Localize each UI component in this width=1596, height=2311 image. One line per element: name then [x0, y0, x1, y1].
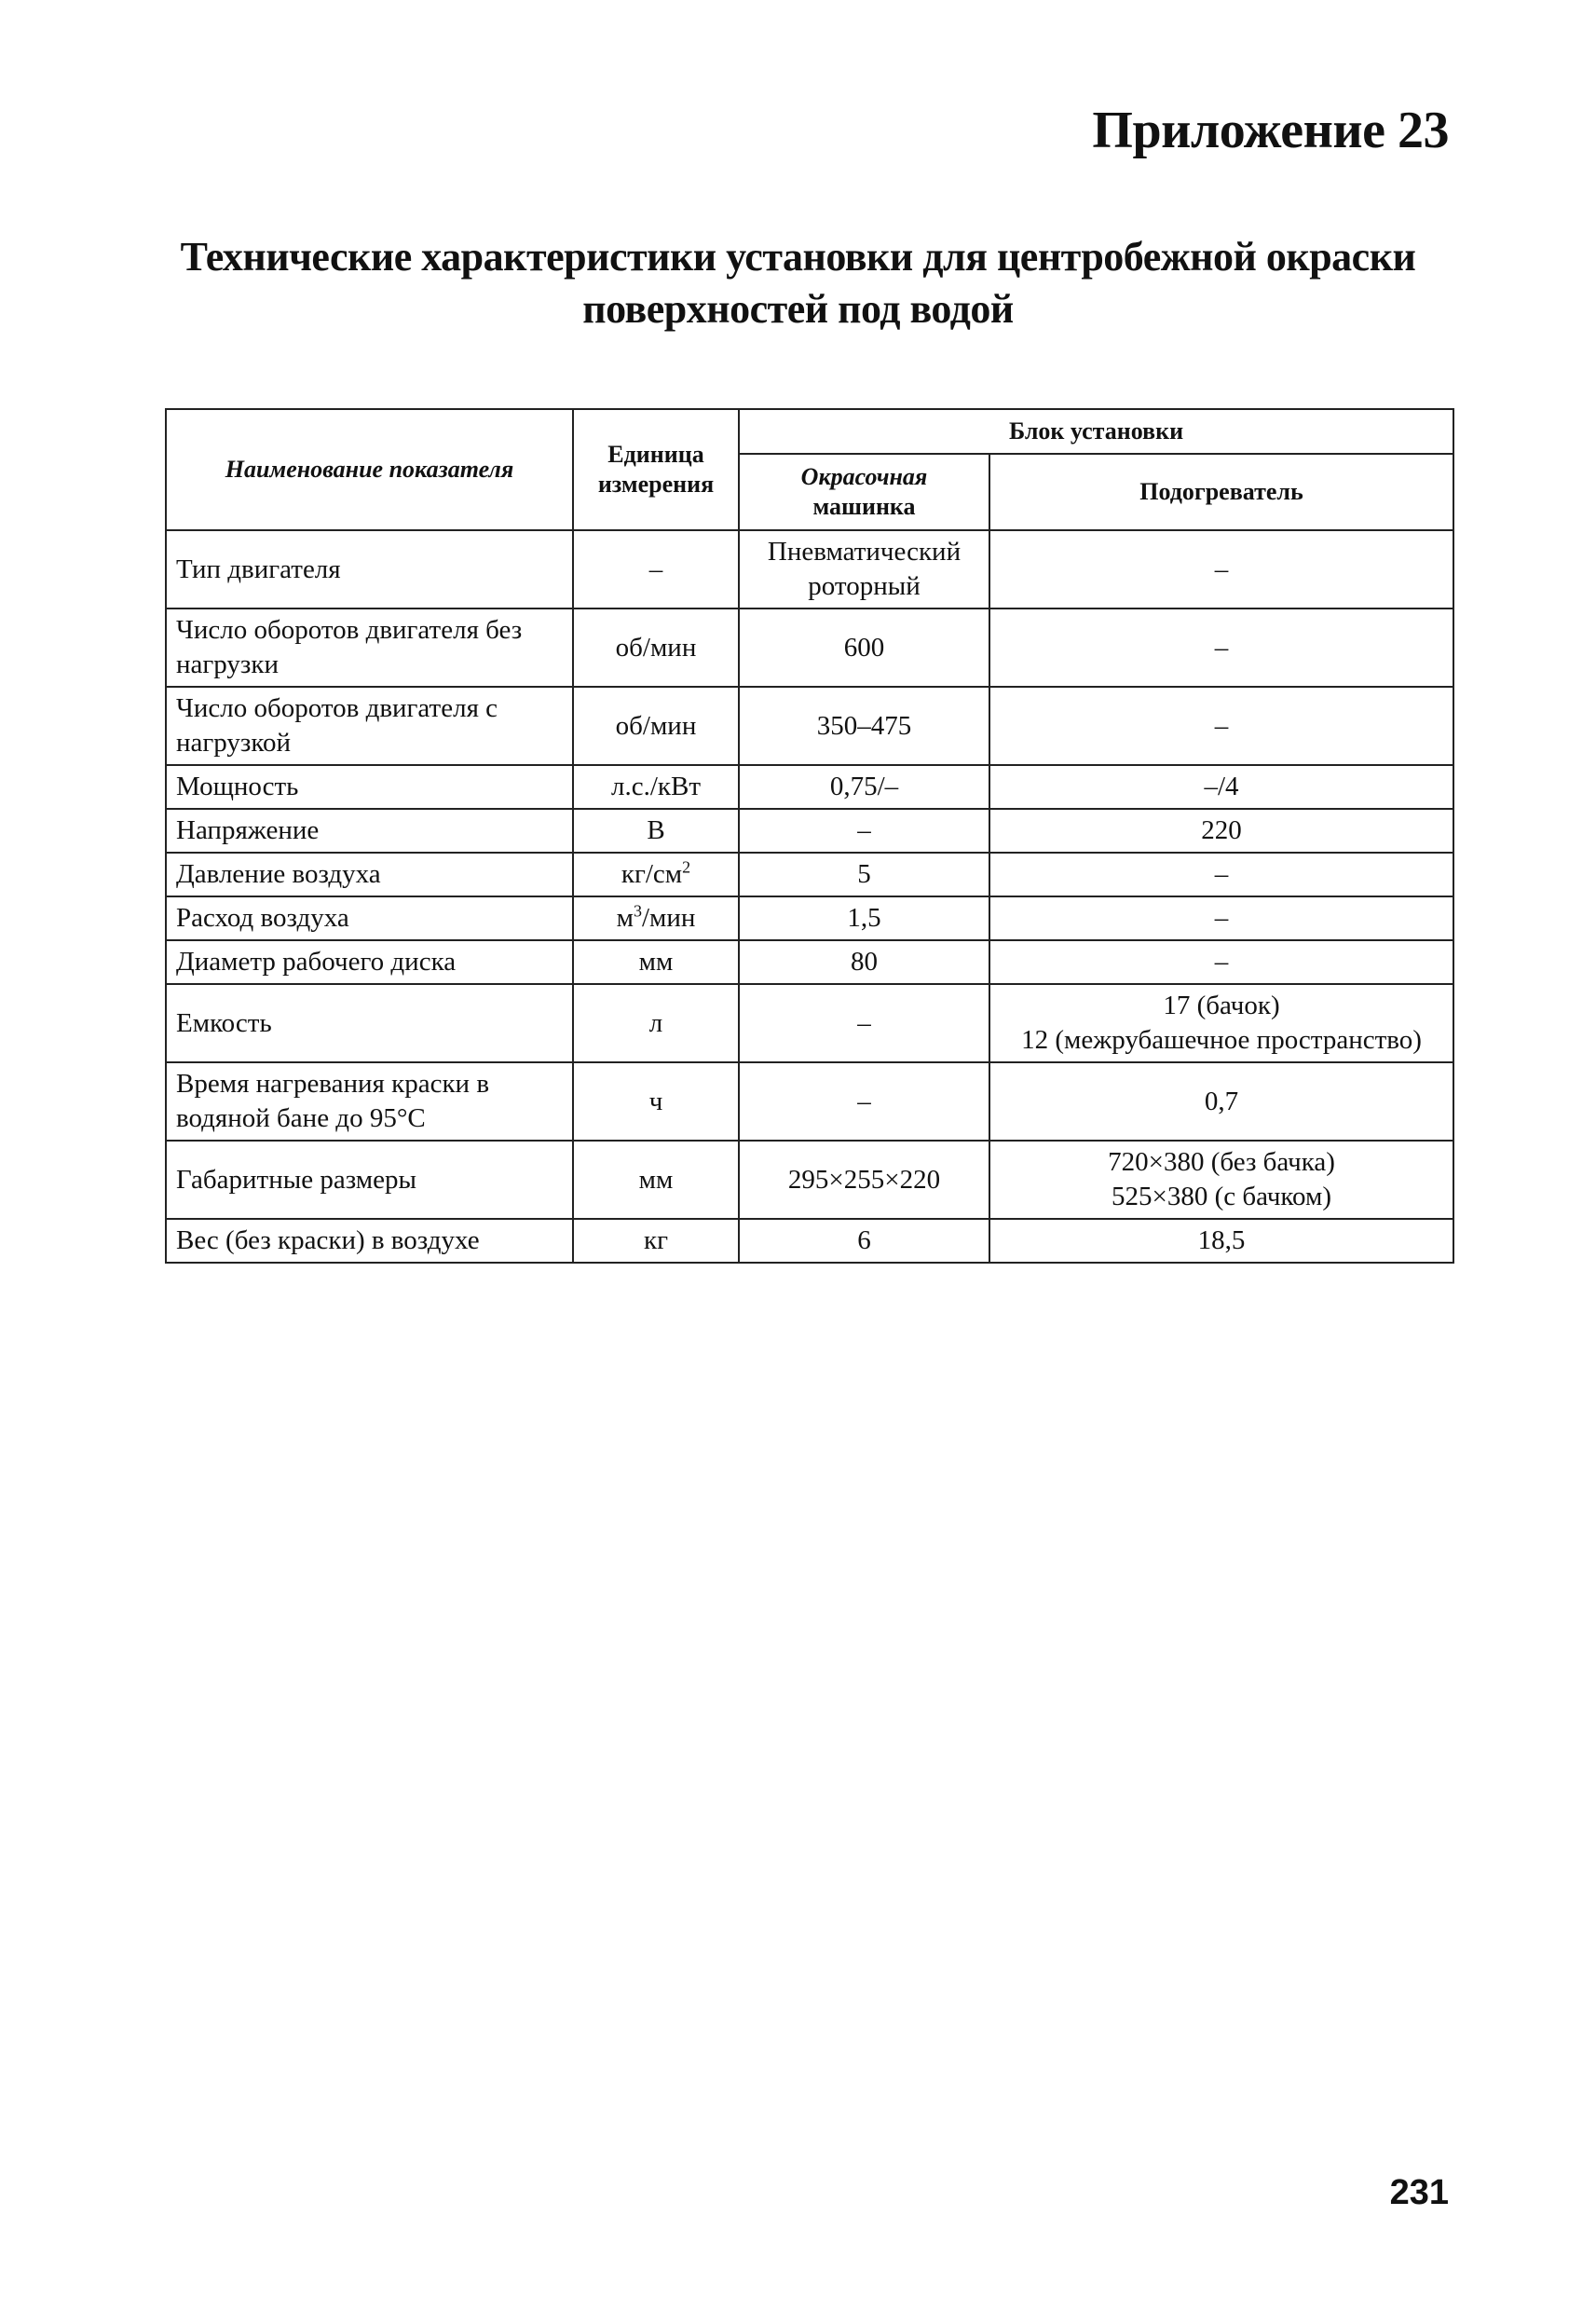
cell-name: Габаритные размеры — [166, 1141, 573, 1219]
cell-unit: мм — [573, 1141, 739, 1219]
cell-unit: мм — [573, 940, 739, 984]
unit-superscript: 2 — [682, 857, 691, 877]
cell-heater-line-2: 12 (межрубашечное пространство) — [1021, 1025, 1422, 1055]
cell-heater — [989, 984, 1453, 1062]
header-unit-line-2: измерения — [597, 471, 715, 498]
cell-name: Число оборотов двигателя без нагрузки — [166, 609, 573, 687]
cell-machine: Пневматический роторный — [739, 530, 989, 609]
cell-unit: – — [573, 530, 739, 609]
cell-unit: об/мин — [573, 687, 739, 765]
table-row — [166, 687, 1453, 765]
header-block: Блок установки — [739, 409, 1453, 454]
table-row — [166, 984, 1453, 1062]
cell-machine: – — [739, 1062, 989, 1141]
header-name: Наименование показателя — [166, 409, 573, 530]
header-machine-line-1: Окрасочная — [800, 463, 928, 490]
unit-superscript: 3 — [633, 901, 642, 921]
cell-name: Диаметр рабочего диска — [166, 940, 573, 984]
cell-machine: 350–475 — [739, 687, 989, 765]
cell-unit: л.с./кВт — [573, 765, 739, 809]
cell-machine: 5 — [739, 853, 989, 896]
cell-heater: 220 — [989, 809, 1453, 853]
cell-machine: 600 — [739, 609, 989, 687]
cell-heater: – — [989, 530, 1453, 609]
cell-heater: 0,7 — [989, 1062, 1453, 1141]
cell-unit: л — [573, 984, 739, 1062]
cell-heater-line-1: 17 (бачок) — [1163, 991, 1280, 1020]
table-row — [166, 896, 1453, 940]
cell-unit — [573, 853, 739, 896]
cell-unit: В — [573, 809, 739, 853]
cell-name: Мощность — [166, 765, 573, 809]
cell-name: Расход воздуха — [166, 896, 573, 940]
unit-base: кг/см — [621, 859, 683, 889]
header-machine — [739, 454, 989, 530]
cell-unit — [573, 896, 739, 940]
cell-name: Тип двигателя — [166, 530, 573, 609]
cell-name — [166, 1062, 573, 1141]
cell-machine: 6 — [739, 1219, 989, 1263]
title-line-2: поверхностей под водой — [582, 286, 1014, 332]
cell-unit: об/мин — [573, 609, 739, 687]
cell-unit: кг — [573, 1219, 739, 1263]
table-row — [166, 1141, 1453, 1219]
cell-name: Емкость — [166, 984, 573, 1062]
cell-machine: 295×255×220 — [739, 1141, 989, 1219]
cell-heater-line-1: 720×380 (без бачка) — [1108, 1147, 1335, 1177]
table-row — [166, 1062, 1453, 1141]
title-line-1: Технические характеристики установки для центробежной окраски — [180, 234, 1416, 280]
cell-name: Давление воздуха — [166, 853, 573, 896]
page-number: 231 — [1389, 2173, 1449, 2212]
table-row — [166, 809, 1453, 853]
cell-name: Вес (без краски) в воздухе — [166, 1219, 573, 1263]
header-machine-line-2: машинка — [812, 493, 916, 520]
cell-heater: –/4 — [989, 765, 1453, 809]
cell-heater: – — [989, 896, 1453, 940]
cell-heater: – — [989, 853, 1453, 896]
cell-machine: 80 — [739, 940, 989, 984]
page-title — [140, 231, 1456, 335]
table-row — [166, 940, 1453, 984]
cell-name-line-1: Время нагревания краски в — [176, 1069, 490, 1099]
table-row — [166, 765, 1453, 809]
cell-name-line-2: водяной бане до 95°С — [176, 1103, 426, 1133]
unit-base: м — [616, 903, 634, 933]
cell-machine: – — [739, 809, 989, 853]
spec-table — [165, 408, 1454, 1264]
cell-heater-line-2: 525×380 (с бачком) — [1112, 1182, 1332, 1211]
cell-heater — [989, 1141, 1453, 1219]
header-unit-line-1: Единица — [607, 441, 704, 468]
table-row — [166, 609, 1453, 687]
unit-tail: /мин — [641, 903, 696, 933]
appendix-heading: Приложение 23 — [1092, 102, 1449, 159]
cell-heater: – — [989, 609, 1453, 687]
cell-name: Число оборотов двигателя с нагрузкой — [166, 687, 573, 765]
cell-heater: 18,5 — [989, 1219, 1453, 1263]
table-row — [166, 530, 1453, 609]
cell-machine: 1,5 — [739, 896, 989, 940]
cell-machine: – — [739, 984, 989, 1062]
table-row — [166, 1219, 1453, 1263]
header-unit — [573, 409, 739, 530]
cell-heater: – — [989, 687, 1453, 765]
cell-name: Напряжение — [166, 809, 573, 853]
cell-unit: ч — [573, 1062, 739, 1141]
cell-heater: – — [989, 940, 1453, 984]
header-heater: Подогреватель — [989, 454, 1453, 530]
cell-machine: 0,75/– — [739, 765, 989, 809]
table-row — [166, 853, 1453, 896]
